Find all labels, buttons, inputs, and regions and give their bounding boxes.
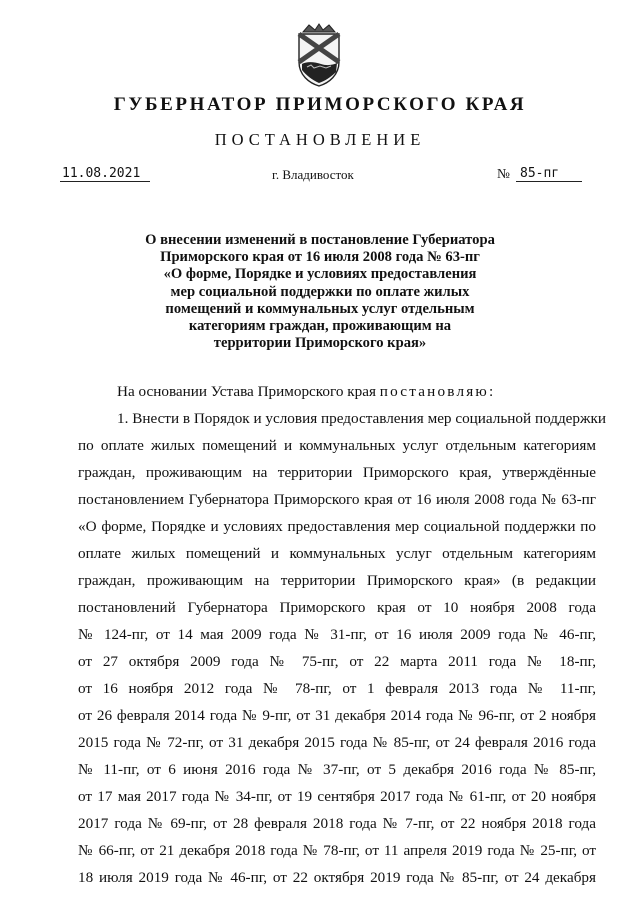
body-line: № 66-пг, от 21 декабря 2018 года № 78-пг, от 11 апреля 2019 года № 25-пг, от — [78, 842, 596, 859]
document-number-label: № — [497, 166, 510, 181]
body-line: граждан, проживающим на территории Приморского края, утверждённые — [78, 464, 596, 481]
body-line: от 27 октября 2009 года № 75-пг, от 22 марта 2011 года № 18-пг, — [78, 653, 596, 670]
body-line: оплате жилых помещений и коммунальных услуг отдельным категориям — [78, 545, 596, 562]
subject-block — [120, 232, 520, 352]
body-line: постановлением Губернатора Приморского края от 16 июля 2008 года № 63-пг — [78, 491, 596, 508]
body-line: по оплате жилых помещений и коммунальных услуг отдельным категориям — [78, 437, 596, 454]
body-line: № 124-пг, от 14 мая 2009 года № 31-пг, от 16 июля 2009 года № 46-пг, — [78, 626, 596, 643]
subject-line: мер социальной поддержки по оплате жилых — [170, 283, 470, 300]
document-city: г. Владивосток — [272, 167, 354, 182]
subject-line: территории Приморского края» — [213, 335, 427, 352]
coat-of-arms-emblem-icon — [293, 22, 345, 88]
document-type: ПОСТАНОВЛЕНИЕ — [214, 130, 426, 149]
subject-line: «О форме, Порядке и условиях предоставления — [163, 266, 477, 283]
document-number: 85-пг — [516, 166, 582, 182]
body-line: «О форме, Порядке и условиях предоставления мер социальной поддержки по — [78, 518, 596, 535]
subject-line: помещений и коммунальных услуг отдельным — [165, 300, 475, 317]
body-line: 2015 года № 72-пг, от 31 декабря 2015 года № 85-пг, от 24 февраля 2016 года — [78, 734, 596, 751]
subject-line: категориям граждан, проживающим на — [188, 318, 452, 335]
intro-text: На основании Устава Приморского края — [117, 383, 376, 400]
body-line: № 11-пг, от 6 июня 2016 года № 37-пг, от 5 декабря 2016 года № 85-пг, — [78, 761, 596, 778]
intro-paragraph — [117, 383, 495, 401]
body-line: 18 июля 2019 года № 46-пг, от 22 октября 2019 года № 85-пг, от 24 декабря — [78, 869, 596, 886]
body-line: от 16 ноября 2012 года № 78-пг, от 1 февраля 2013 года № 11-пг, — [78, 680, 596, 697]
authority-title: ГУБЕРНАТОР ПРИМОРСКОГО КРАЯ — [113, 94, 527, 115]
subject-line: Приморского края от 16 июля 2008 года № 63-пг — [160, 249, 480, 266]
body-line: от 17 мая 2017 года № 34-пг, от 19 сентября 2017 года № 61-пг, от 20 ноября — [78, 788, 596, 805]
body-line: граждан, проживающим на территории Приморского края» (в редакции — [78, 572, 596, 589]
body-line: 2017 года № 69-пг, от 28 февраля 2018 года № 7-пг, от 22 ноября 2018 года — [78, 815, 596, 832]
subject-line: О внесении изменений в постановление Губериатора — [145, 232, 495, 248]
body-line: постановлений Губернатора Приморского края от 10 ноября 2008 года — [78, 599, 596, 616]
body-line: от 26 февраля 2014 года № 9-пг, от 31 декабря 2014 года № 96-пг, от 2 ноября — [78, 707, 596, 724]
intro-decree-word: постановляю: — [379, 383, 496, 400]
document-date: 11.08.2021 — [60, 166, 150, 182]
body-line: 1. Внести в Порядок и условия предоставления мер социальной поддержки — [117, 410, 607, 427]
